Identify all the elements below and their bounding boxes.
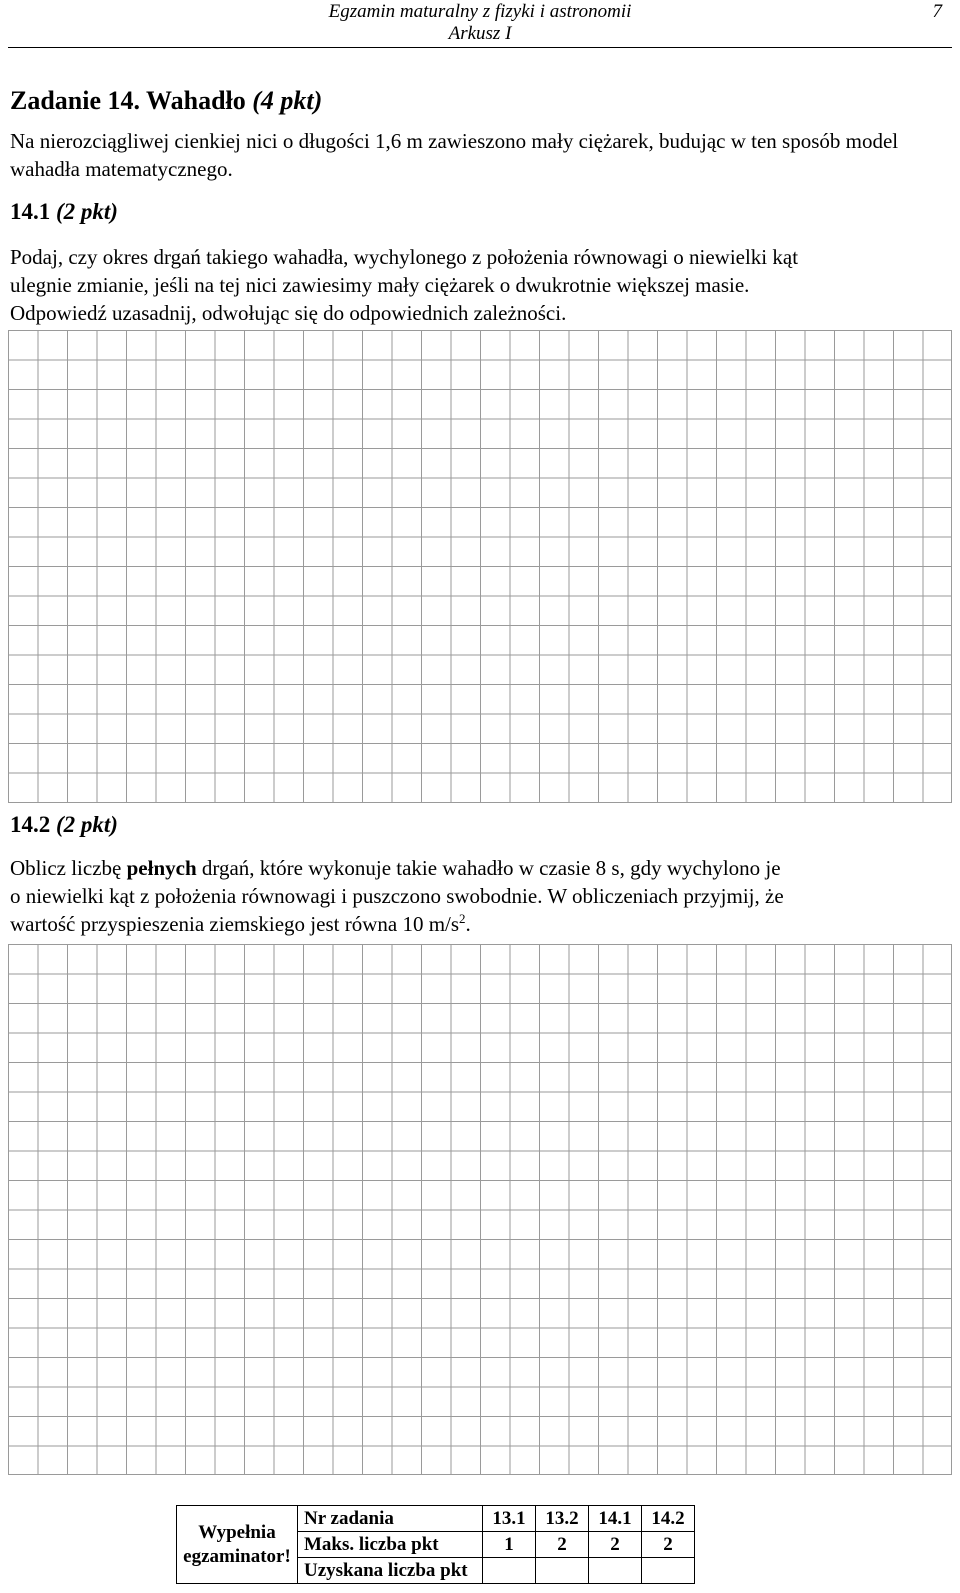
- header-sheet-name: Arkusz I: [448, 23, 512, 44]
- obtained-points-cell[interactable]: [536, 1558, 589, 1584]
- answer-grid-14-1[interactable]: [8, 330, 952, 803]
- task-points: (4 pkt): [252, 86, 323, 115]
- subtask-14-1-text: [10, 243, 950, 327]
- task-title-text: Zadanie 14. Wahadło: [10, 86, 246, 115]
- score-table: [176, 1505, 695, 1584]
- max-points-cell: 2: [589, 1532, 642, 1558]
- subtask-14-2-text-b: drgań, które wykonuje takie wahadło w czasie 8 s, gdy wychylono je: [201, 856, 781, 880]
- task-number-cell: 13.2: [536, 1506, 589, 1532]
- score-row-tasks: [177, 1506, 695, 1532]
- subtask-14-2-number: 14.2: [10, 812, 51, 837]
- header-divider: [8, 47, 952, 48]
- subtask-14-2-line3-text: wartość przyspieszenia ziemskiego jest równa 10 m/s: [10, 912, 460, 936]
- filled-by-label-1: Wypełnia: [198, 1521, 276, 1543]
- page-header: [0, 0, 960, 48]
- max-points-cell: 2: [536, 1532, 589, 1558]
- subtask-14-2-line2: o niewielki kąt z położenia równowagi i puszczono swobodnie. W obliczeniach przyjmij, że: [10, 884, 784, 908]
- obtained-points-cell[interactable]: [589, 1558, 642, 1584]
- subtask-14-1-line1: Podaj, czy okres drgań takiego wahadła, wychylonego z położenia równowagi o niewielki kąt: [10, 245, 799, 269]
- filled-by-examiner-cell: [177, 1506, 298, 1584]
- max-points-cell: 2: [642, 1532, 695, 1558]
- row-label-obtained-points: Uzyskana liczba pkt: [298, 1558, 483, 1584]
- max-points-cell: 1: [483, 1532, 536, 1558]
- filled-by-label-2: egzaminator!: [183, 1545, 291, 1567]
- obtained-points-cell[interactable]: [483, 1558, 536, 1584]
- subtask-14-1-number: 14.1: [10, 199, 51, 224]
- subtask-14-2-heading: [10, 812, 118, 838]
- task-number-cell: 14.2: [642, 1506, 695, 1532]
- subtask-14-2-points: (2 pkt): [56, 812, 118, 837]
- header-exam-title: Egzamin maturalny z fizyki i astronomii: [328, 1, 632, 22]
- subtask-14-2-text-bold: pełnych: [126, 856, 197, 880]
- answer-grid-14-2[interactable]: [8, 944, 952, 1475]
- subtask-14-2-text-a: Oblicz liczbę: [10, 856, 122, 880]
- page-number: 7: [932, 1, 942, 22]
- subtask-14-1-heading: [10, 199, 118, 225]
- exponent: 2: [459, 911, 466, 926]
- row-label-max-points: Maks. liczba pkt: [298, 1532, 483, 1558]
- task-title: [10, 86, 322, 116]
- subtask-14-1-points: (2 pkt): [56, 199, 118, 224]
- task-intro-text: Na nierozciągliwej cienkiej nici o długości 1,6 m zawieszono mały ciężarek, budując w ten sposób model wahadła matematycznego.: [10, 129, 899, 181]
- subtask-14-1-line3: Odpowiedź uzasadnij, odwołując się do odpowiednich zależności.: [10, 301, 567, 325]
- task-intro: [10, 127, 950, 183]
- subtask-14-2-line1: [10, 854, 950, 882]
- subtask-14-1-line2: ulegnie zmianie, jeśli na tej nici zawiesimy mały ciężarek o dwukrotnie większej masie.: [10, 273, 750, 297]
- obtained-points-cell[interactable]: [642, 1558, 695, 1584]
- row-label-task-number: Nr zadania: [298, 1506, 483, 1532]
- task-number-cell: 13.1: [483, 1506, 536, 1532]
- period: .: [465, 912, 471, 936]
- task-number-cell: 14.1: [589, 1506, 642, 1532]
- subtask-14-2-line3: [10, 910, 950, 938]
- subtask-14-2-text: [10, 854, 950, 938]
